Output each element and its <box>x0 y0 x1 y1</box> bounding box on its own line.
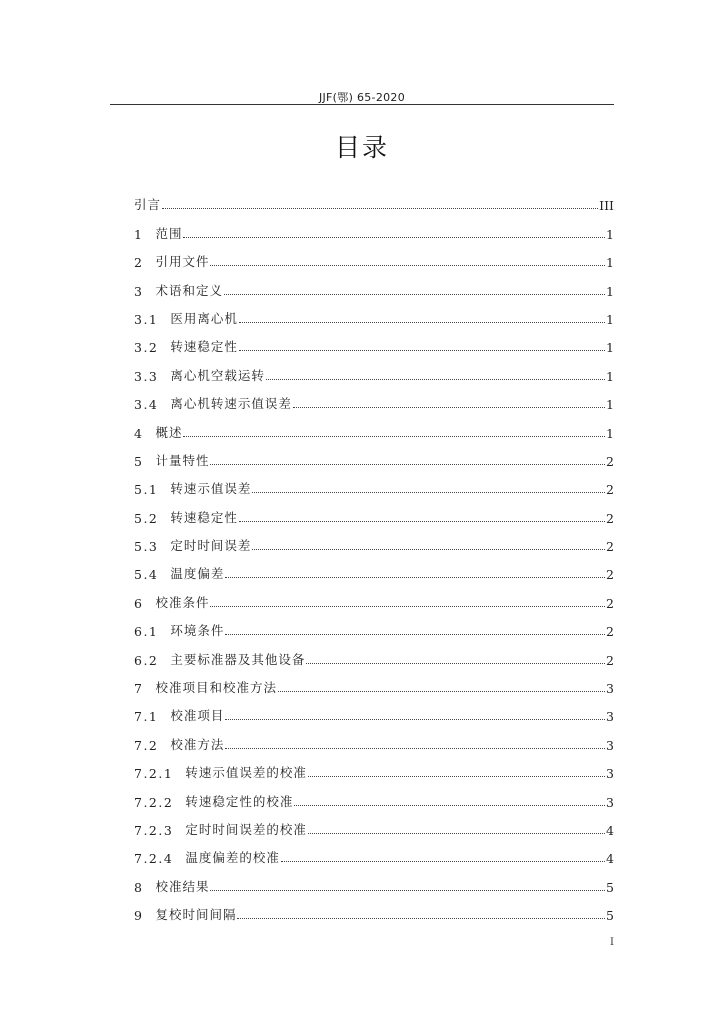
toc-entry[interactable] <box>134 497 614 525</box>
toc-entry[interactable] <box>134 611 614 639</box>
toc-entry[interactable] <box>134 554 614 582</box>
toc-section-title: 引言 <box>134 197 162 213</box>
toc-entry[interactable] <box>134 753 614 781</box>
toc-page-number: 1 <box>606 340 614 356</box>
toc-entry[interactable] <box>134 724 614 752</box>
toc-dot-leader <box>237 918 605 919</box>
toc-page-number: 5 <box>606 879 614 895</box>
toc-page-number: 1 <box>606 226 614 242</box>
toc-section-title: 校准项目 <box>170 708 225 724</box>
toc-dot-leader <box>294 805 605 806</box>
toc-entry[interactable] <box>134 469 614 497</box>
toc-entry[interactable] <box>134 866 614 894</box>
toc-dot-leader <box>210 890 605 891</box>
toc-page-number: 1 <box>606 283 614 299</box>
toc-section-number: 7.2.1 <box>134 766 174 782</box>
toc-dot-leader <box>239 521 605 522</box>
toc-dot-leader <box>239 350 605 351</box>
toc-dot-leader <box>210 265 605 266</box>
toc-section-title: 温度偏差 <box>170 566 225 582</box>
toc-dot-leader <box>225 634 605 635</box>
toc-section-number: 3.2 <box>134 340 159 356</box>
toc-page-number: III <box>599 198 614 214</box>
toc-section-title: 引用文件 <box>155 254 210 270</box>
toc-dot-leader <box>210 464 605 465</box>
toc-page-number: 3 <box>606 794 614 810</box>
toc-page-number: 2 <box>606 567 614 583</box>
toc-section-title: 转速稳定性的校准 <box>185 793 294 809</box>
toc-section-number: 3 <box>134 283 144 299</box>
toc-section-title: 范围 <box>155 225 183 241</box>
toc-section-number: 5.2 <box>134 510 159 526</box>
toc-section-title: 校准项目和校准方法 <box>155 680 277 696</box>
toc-section-number: 5.3 <box>134 539 159 555</box>
toc-section-title: 校准结果 <box>155 878 210 894</box>
toc-page-number: 2 <box>606 595 614 611</box>
toc-dot-leader <box>225 748 605 749</box>
toc-entry[interactable] <box>134 696 614 724</box>
toc-page-number: 3 <box>606 766 614 782</box>
toc-entry[interactable] <box>134 412 614 440</box>
toc-page-number: 4 <box>606 822 614 838</box>
toc-dot-leader <box>239 322 605 323</box>
toc-page-number: 2 <box>606 510 614 526</box>
toc-section-title: 概述 <box>155 424 183 440</box>
toc-entry[interactable] <box>134 270 614 298</box>
toc-entry[interactable] <box>134 895 614 923</box>
toc-page-number: 2 <box>606 539 614 555</box>
toc-entry[interactable] <box>134 384 614 412</box>
toc-section-title: 主要标准器及其他设备 <box>170 651 306 667</box>
toc-page-number: 2 <box>606 624 614 640</box>
toc-entry[interactable] <box>134 810 614 838</box>
document-code: JJF(鄂) 65-2020 <box>318 91 406 104</box>
toc-entry[interactable] <box>134 526 614 554</box>
toc-entry[interactable] <box>134 838 614 866</box>
toc-section-number: 7.2.2 <box>134 794 174 810</box>
toc-section-number: 6 <box>134 595 144 611</box>
toc-page-number: 1 <box>606 425 614 441</box>
toc-page-number: 5 <box>606 908 614 924</box>
page-number: I <box>610 937 614 948</box>
toc-dot-leader <box>225 577 605 578</box>
toc-page-number: 3 <box>606 709 614 725</box>
toc-dot-leader <box>266 379 605 380</box>
toc-dot-leader <box>278 691 605 692</box>
toc-section-title: 校准方法 <box>170 736 225 752</box>
toc-section-title: 校准条件 <box>155 594 210 610</box>
toc-section-number: 7.1 <box>134 709 159 725</box>
toc-section-number: 8 <box>134 879 144 895</box>
toc-section-number: 4 <box>134 425 144 441</box>
toc-section-number: 7 <box>134 681 144 697</box>
toc-section-title: 环境条件 <box>170 623 225 639</box>
toc-entry[interactable] <box>134 781 614 809</box>
toc-section-number: 3.4 <box>134 397 159 413</box>
toc-page-number: 2 <box>606 453 614 469</box>
toc-section-number: 5.4 <box>134 567 159 583</box>
toc-entry[interactable] <box>134 582 614 610</box>
toc-section-title: 离心机空载运转 <box>170 367 265 383</box>
toc-page-number: 1 <box>606 255 614 271</box>
toc-dot-leader <box>293 407 605 408</box>
toc-section-number: 3.1 <box>134 311 159 327</box>
toc-section-number: 5.1 <box>134 482 159 498</box>
toc-dot-leader <box>183 436 605 437</box>
toc-dot-leader <box>224 294 605 295</box>
toc-section-number: 3.3 <box>134 368 159 384</box>
header-divider <box>110 104 614 105</box>
toc-section-number: 6.2 <box>134 652 159 668</box>
toc-dot-leader <box>308 833 605 834</box>
toc-section-title: 术语和定义 <box>155 282 223 298</box>
toc-dot-leader <box>281 861 605 862</box>
toc-page-number: 3 <box>606 737 614 753</box>
toc-section-number: 7.2.4 <box>134 851 174 867</box>
toc-entry[interactable] <box>134 213 614 241</box>
toc-section-number: 9 <box>134 908 144 924</box>
toc-section-number: 6.1 <box>134 624 159 640</box>
toc-page-number: 1 <box>606 397 614 413</box>
toc-entry[interactable] <box>134 355 614 383</box>
toc-page-number: 2 <box>606 482 614 498</box>
toc-section-number: 5 <box>134 453 144 469</box>
toc-section-title: 定时时间误差 <box>170 538 252 554</box>
toc-page-number: 1 <box>606 311 614 327</box>
toc-entry[interactable] <box>134 639 614 667</box>
toc-section-title: 计量特性 <box>155 452 210 468</box>
toc-section-number: 1 <box>134 226 144 242</box>
toc-dot-leader <box>252 549 605 550</box>
toc-dot-leader <box>162 208 598 209</box>
toc-section-title: 温度偏差的校准 <box>185 850 280 866</box>
toc-section-title: 转速示值误差 <box>170 481 252 497</box>
table-of-contents <box>134 185 614 923</box>
toc-section-title: 转速稳定性 <box>170 339 238 355</box>
toc-page-number: 4 <box>606 851 614 867</box>
toc-section-number: 7.2 <box>134 737 159 753</box>
toc-entry[interactable] <box>134 185 614 213</box>
toc-entry[interactable] <box>134 327 614 355</box>
toc-dot-leader <box>210 606 605 607</box>
toc-section-title: 离心机转速示值误差 <box>170 396 292 412</box>
toc-entry[interactable] <box>134 299 614 327</box>
toc-dot-leader <box>306 663 605 664</box>
toc-page-number: 2 <box>606 652 614 668</box>
toc-section-title: 定时时间误差的校准 <box>185 821 307 837</box>
page-title: 目录 <box>334 133 389 162</box>
toc-section-title: 转速稳定性 <box>170 509 238 525</box>
toc-dot-leader <box>308 776 605 777</box>
toc-entry[interactable] <box>134 668 614 696</box>
toc-section-title: 复校时间间隔 <box>155 907 237 923</box>
toc-page-number: 1 <box>606 368 614 384</box>
toc-section-title: 医用离心机 <box>170 310 238 326</box>
toc-dot-leader <box>225 719 605 720</box>
toc-page-number: 3 <box>606 681 614 697</box>
toc-dot-leader <box>252 492 605 493</box>
toc-section-number: 7.2.3 <box>134 822 174 838</box>
toc-section-number: 2 <box>134 255 144 271</box>
toc-dot-leader <box>183 237 605 238</box>
toc-entry[interactable] <box>134 441 614 469</box>
toc-entry[interactable] <box>134 242 614 270</box>
toc-section-title: 转速示值误差的校准 <box>185 765 307 781</box>
